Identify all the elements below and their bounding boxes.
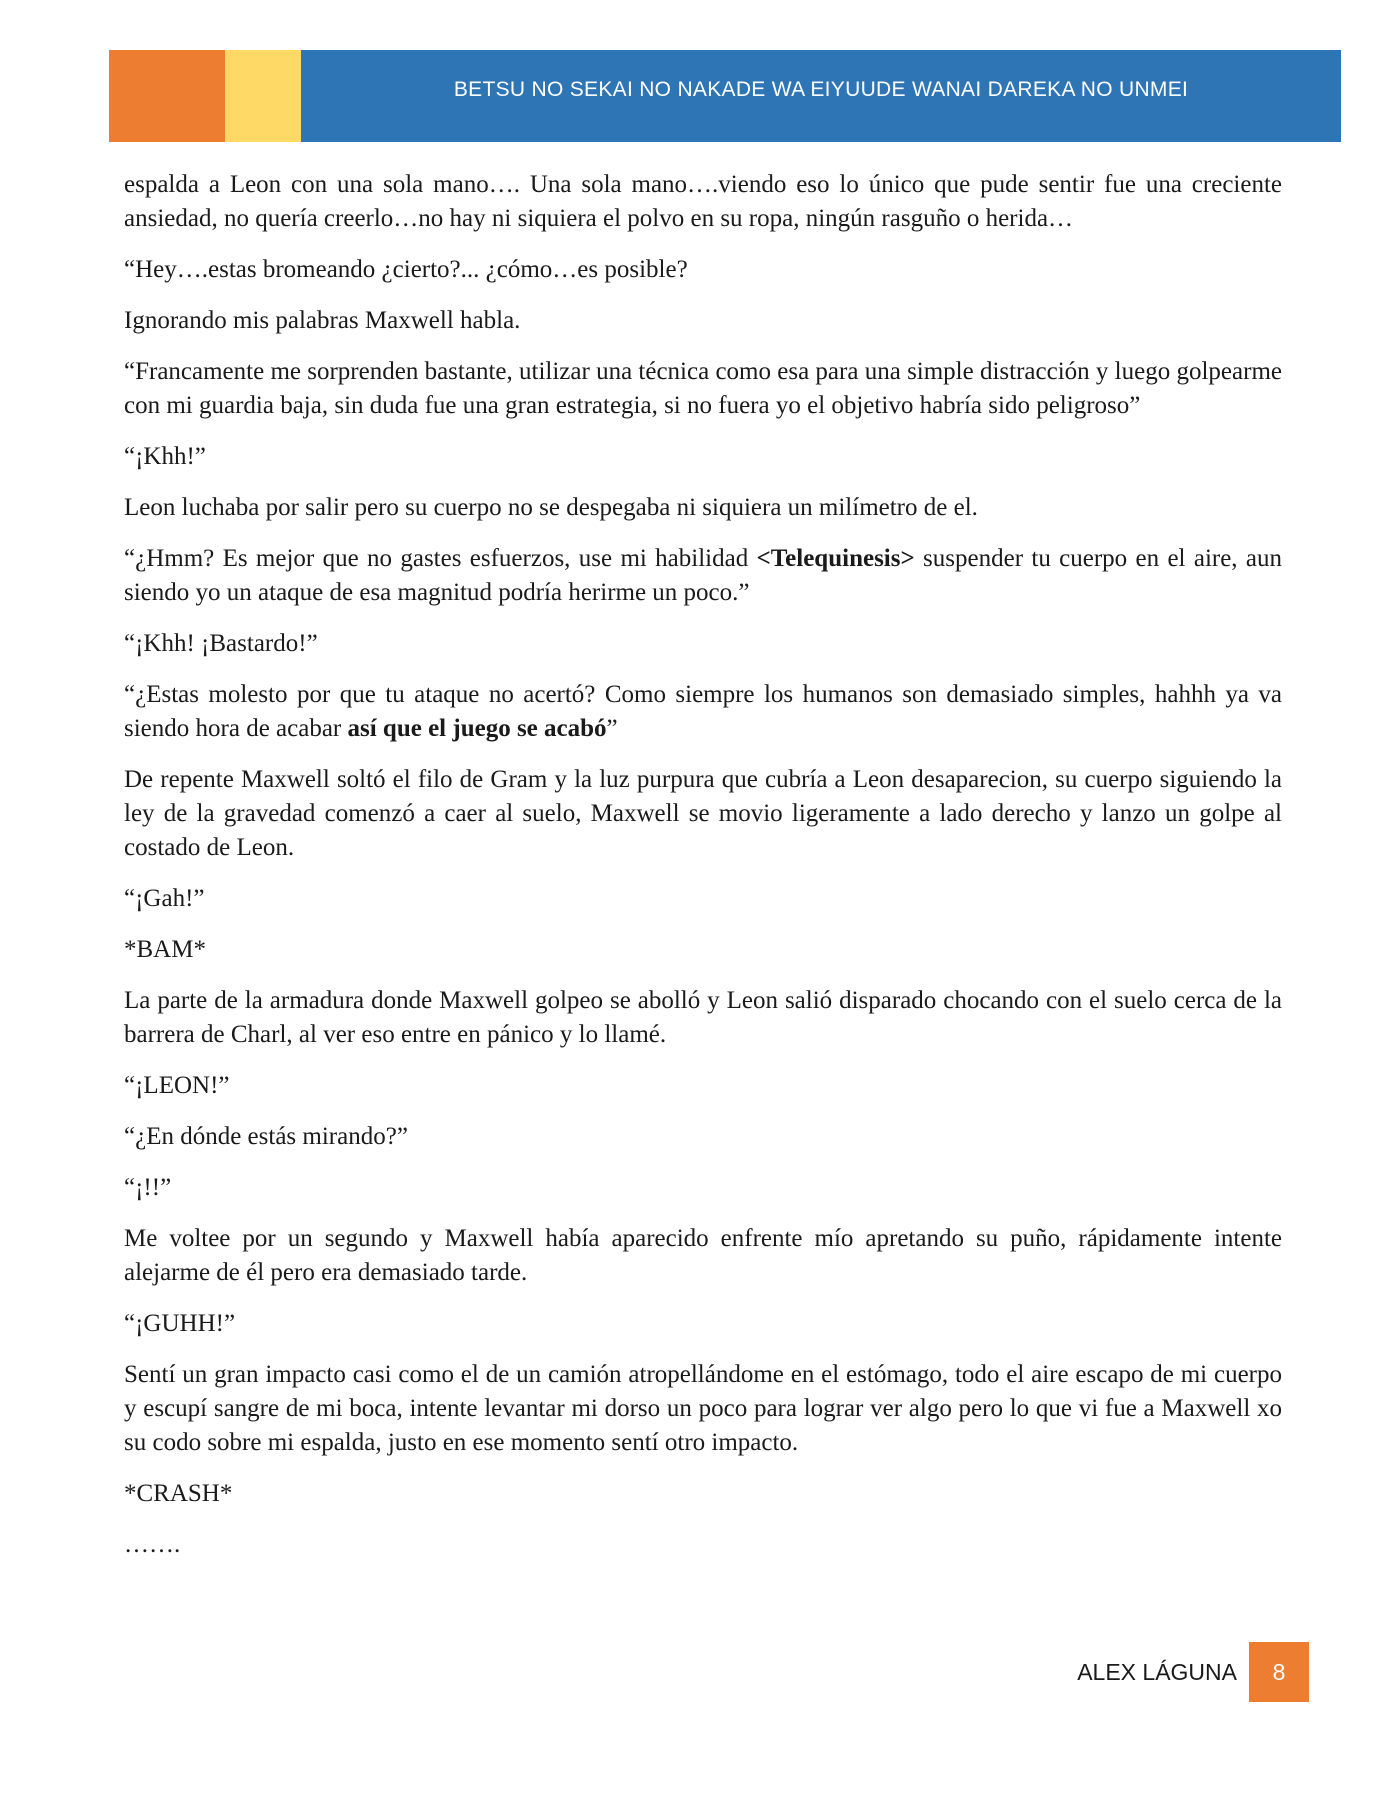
paragraph-text: “¡GUHH!”	[124, 1310, 236, 1337]
author-name: ALEX LÁGUNA	[1077, 1658, 1237, 1685]
paragraph	[124, 304, 1282, 338]
paragraph-text: Leon luchaba por salir pero su cuerpo no se despegaba ni siquiera un milímetro de el.	[124, 494, 978, 521]
paragraph-text: “¡Khh! ¡Bastardo!”	[124, 630, 318, 657]
paragraph	[124, 542, 1282, 610]
paragraph	[124, 1069, 1282, 1103]
paragraph	[124, 933, 1282, 967]
paragraph	[124, 678, 1282, 746]
paragraph-text: *CRASH*	[124, 1480, 233, 1507]
paragraph-text: “¡!!”	[124, 1174, 172, 1201]
paragraph-text: De repente Maxwell soltó el filo de Gram y la luz purpura que cubría a Leon desaparecion, su cuerpo siguiendo la ley de la gravedad comenzó a caer al suelo, Maxwell se movio ligeramente a lado derecho y lanzo un golpe al costado de Leon.	[124, 766, 1282, 861]
page-number: 8	[1249, 1642, 1309, 1702]
header-title: BETSU NO SEKAI NO NAKADE WA EIYUUDE WANAI DAREKA NO UNMEI	[453, 78, 1189, 101]
paragraph	[124, 627, 1282, 661]
paragraph-text: “¿Estas molesto por que tu ataque no acertó? Como siempre los humanos son demasiado simples, hahhh ya va siendo hora de acabar	[124, 681, 1282, 742]
header-orange-block	[109, 50, 225, 142]
paragraph-text: suspender tu cuerpo en el aire, aun siendo yo un ataque de esa magnitud podría herirme un poco.”	[124, 545, 1282, 606]
paragraph	[124, 355, 1282, 423]
paragraph-text: ”	[606, 715, 618, 742]
paragraph-text: Sentí un gran impacto casi como el de un camión atropellándome en el estómago, todo el aire escapo de mi cuerpo y escupí sangre de mi boca, intente levantar mi dorso un poco para lograr ver algo pero lo que vi fue a Maxwell xo su codo sobre mi espalda, justo en ese momento sentí otro impacto.	[124, 1361, 1282, 1456]
paragraph-text: Me voltee por un segundo y Maxwell había aparecido enfrente mío apretando su puño, rápidamente intente alejarme de él pero era demasiado tarde.	[124, 1225, 1282, 1286]
body-text	[124, 168, 1282, 1579]
paragraph	[124, 1222, 1282, 1290]
paragraph	[124, 1358, 1282, 1460]
paragraph	[124, 984, 1282, 1052]
paragraph-text: “¡LEON!”	[124, 1072, 230, 1099]
paragraph	[124, 440, 1282, 474]
paragraph-bold-text: así que el juego se acabó	[347, 715, 607, 742]
paragraph	[124, 1528, 1282, 1562]
paragraph-text: La parte de la armadura donde Maxwell golpeo se abolló y Leon salió disparado chocando con el suelo cerca de la barrera de Charl, al ver eso entre en pánico y lo llamé.	[124, 987, 1282, 1048]
paragraph	[124, 1171, 1282, 1205]
page-footer	[1077, 1642, 1309, 1702]
paragraph-text: “Hey….estas bromeando ¿cierto?... ¿cómo…es posible?	[124, 256, 688, 283]
header-title-bar	[301, 50, 1341, 142]
paragraph-bold-text: <Telequinesis>	[756, 545, 915, 572]
paragraph-text: Ignorando mis palabras Maxwell habla.	[124, 307, 521, 334]
paragraph-text: “¿En dónde estás mirando?”	[124, 1123, 408, 1150]
paragraph-text: “Francamente me sorprenden bastante, utilizar una técnica como esa para una simple distracción y luego golpearme con mi guardia baja, sin duda fue una gran estrategia, si no fuera yo el objetivo habría sido peligroso”	[124, 358, 1282, 419]
header-yellow-block	[225, 50, 301, 142]
paragraph-text: “¡Khh!”	[124, 443, 206, 470]
paragraph-text: *BAM*	[124, 936, 206, 963]
paragraph	[124, 1477, 1282, 1511]
paragraph-text: “¿Hmm? Es mejor que no gastes esfuerzos, use mi habilidad	[124, 545, 757, 572]
paragraph	[124, 1307, 1282, 1341]
paragraph	[124, 763, 1282, 865]
paragraph	[124, 1120, 1282, 1154]
page-header	[109, 50, 1341, 142]
paragraph-text: “¡Gah!”	[124, 885, 205, 912]
paragraph	[124, 253, 1282, 287]
paragraph-text: …….	[124, 1531, 181, 1558]
paragraph	[124, 882, 1282, 916]
paragraph	[124, 168, 1282, 236]
paragraph	[124, 491, 1282, 525]
paragraph-text: espalda a Leon con una sola mano…. Una sola mano….viendo eso lo único que pude sentir fue una creciente ansiedad, no quería creerlo…no hay ni siquiera el polvo en su ropa, ningún rasguño o herida…	[124, 171, 1282, 232]
